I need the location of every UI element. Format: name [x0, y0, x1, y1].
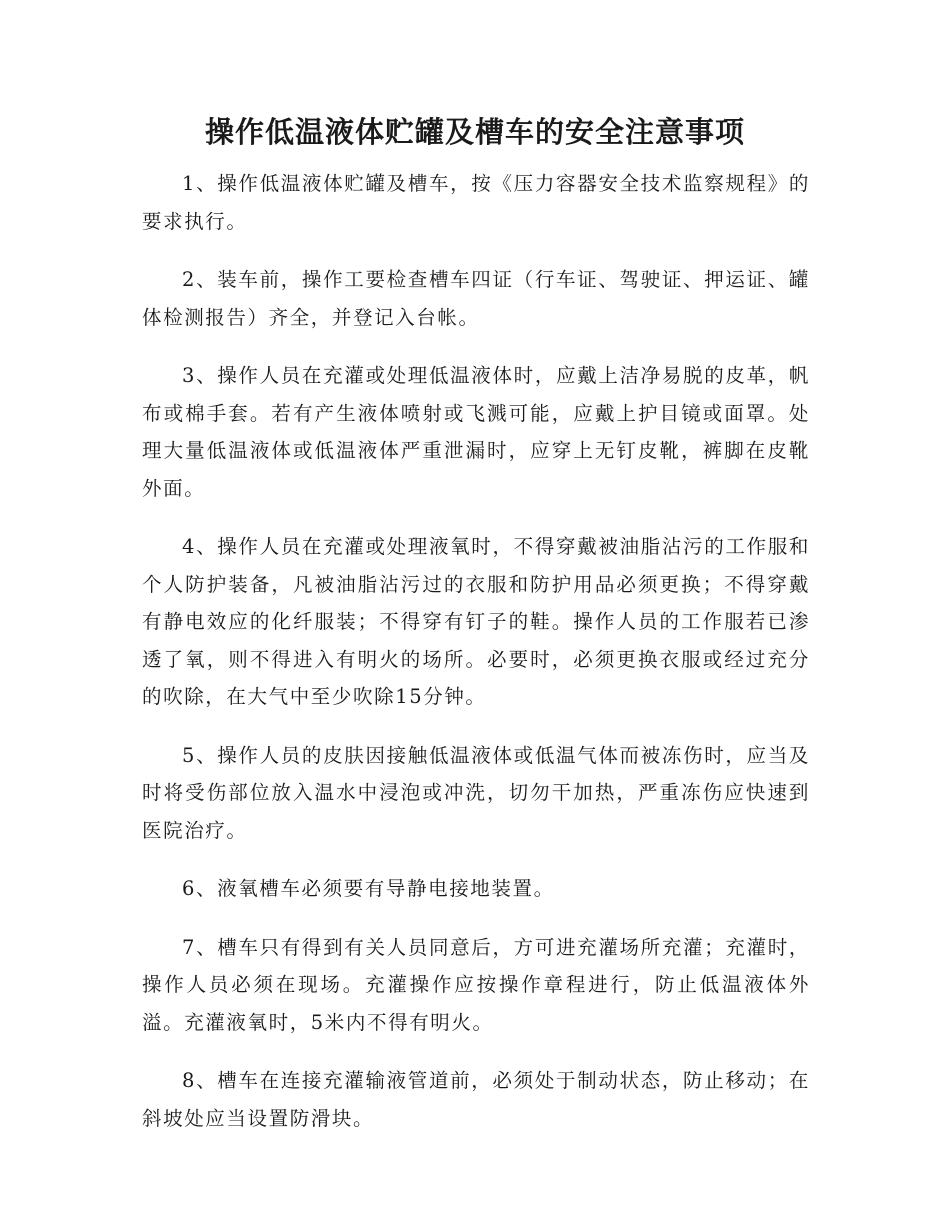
paragraph-7: 7、槽车只有得到有关人员同意后，方可进充灌场所充灌；充灌时，操作人员必须在现场。充灌操作应按操作章程进行，防止低温液体外溢。充灌液氧时，5米内不得有明火。	[142, 935, 810, 1034]
paragraph-3: 3、操作人员在充灌或处理低温液体时，应戴上洁净易脱的皮革，帆布或棉手套。若有产生液体喷射或飞溅可能，应戴上护目镜或面罩。处理大量低温液体或低温液体严重泄漏时，应穿上无钉皮靴，裤脚在皮靴外面。	[142, 364, 810, 500]
paragraph-1: 1、操作低温液体贮罐及槽车，按《压力容器安全技术监察规程》的要求执行。	[142, 172, 810, 233]
paragraph-5: 5、操作人员的皮肤因接触低温液体或低温气体而被冻伤时，应当及时将受伤部位放入温水中浸泡或冲洗，切勿干加热，严重冻伤应快速到医院治疗。	[142, 743, 810, 842]
document-body	[142, 165, 810, 1158]
paragraph-8: 8、槽车在连接充灌输液管道前，必须处于制动状态，防止移动；在斜坡处应当设置防滑块。	[142, 1069, 810, 1130]
paragraph-2: 2、装车前，操作工要检查槽车四证（行车证、驾驶证、押运证、罐体检测报告）齐全，并登记入台帐。	[142, 268, 810, 329]
paragraph-6: 6、液氧槽车必须要有导静电接地装置。	[182, 877, 555, 900]
paragraph-4: 4、操作人员在充灌或处理液氧时，不得穿戴被油脂沾污的工作服和个人防护装备，凡被油脂沾污过的衣服和防护用品必须更换；不得穿戴有静电效应的化纤服装；不得穿有钉子的鞋。操作人员的工作服若已渗透了氧，则不得进入有明火的场所。必要时，必须更换衣服或经过充分的吹除，在大气中至少吹除15分钟。	[142, 535, 810, 708]
document-title: 操作低温液体贮罐及槽车的安全注意事项	[204, 115, 745, 149]
